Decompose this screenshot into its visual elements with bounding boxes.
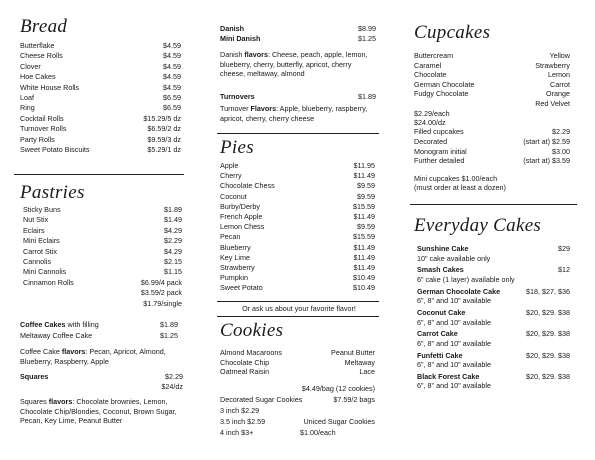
item-price: $5.29/1 dz	[147, 145, 181, 154]
item-price: $15.29/5 dz	[143, 113, 181, 123]
item-name: Loaf	[20, 93, 34, 102]
item-name: Lemon Chess	[220, 222, 265, 232]
item-price: $4.59	[163, 82, 181, 92]
danish-flavors-text: : Cheese, peach, apple, lemon, blueberry, cherry, butterfly, apricot, cherry cheese, meltaway, almond	[220, 50, 368, 79]
item-price: $4.29	[164, 246, 182, 256]
squares-price-dz: $24/dz	[161, 382, 183, 391]
cake-note-text: 6", 8" and 10" available	[417, 381, 491, 391]
cake-name: Black Forest Cake	[417, 371, 480, 381]
mini-danish-price: $1.25	[358, 34, 376, 43]
item-name: White House Rolls	[20, 82, 80, 92]
flavors-text: : Pecan, Apricot, Almond, Blueberry, Raspberry, Apple	[20, 347, 166, 366]
cupcake-flavor-name: Carrot	[550, 79, 570, 89]
cake-price: $18, $27, $36	[526, 286, 570, 296]
pastries-title: Pastries	[20, 182, 85, 203]
decorated-label: Decorated Sugar Cookies	[220, 395, 303, 404]
danish-flavors	[220, 50, 378, 79]
cookie-flavor-name: Meltaway	[344, 357, 375, 367]
item-name: Pumpkin	[220, 273, 248, 283]
item-name: Key Lime	[220, 252, 250, 262]
item-name: Cinnamon Rolls	[23, 277, 74, 287]
coffee-cakes-price: $1.89	[160, 320, 178, 329]
option-price: (start at) $2.59	[523, 136, 570, 146]
item-price: $11.49	[353, 242, 375, 252]
flavors-label: Coffee Cake	[20, 347, 62, 356]
item-price: $9.59	[357, 222, 375, 232]
item-price: $11.49	[353, 212, 375, 221]
item-name: Cocktail Rolls	[20, 113, 64, 123]
option-name: Filled cupcakes	[414, 127, 464, 136]
cupcake-price-each-text: $2.29/each	[414, 109, 450, 118]
cookies-title: Cookies	[220, 320, 284, 341]
option-price: $2.29	[552, 127, 570, 136]
cupcake-flavor-name: Red Velvet	[535, 99, 570, 108]
squares-name: Squares	[20, 372, 49, 381]
cake-name: Smash Cakes	[417, 265, 464, 275]
cake-note-text: 6", 8" and 10" available	[417, 338, 491, 348]
turnover-flavors-label: Turnover	[220, 104, 251, 113]
cupcake-flavor-name: Fudgy Chocolate	[414, 89, 469, 99]
cake-name: Funfetti Cake	[417, 350, 463, 360]
item-price: $15.59	[353, 201, 375, 211]
turnover-flavors-bold: Flavors	[250, 104, 277, 113]
item-price: $6.59	[163, 103, 181, 113]
cupcake-flavor-name: Yellow	[549, 51, 570, 60]
cookie-flavor-name: Oatmeal Raisin	[220, 367, 270, 377]
item-price: $9.59/3 dz	[147, 134, 181, 144]
item-price: $2.29	[164, 236, 182, 246]
item-name: Sweet Potato	[220, 283, 263, 293]
item-price: $15.59	[353, 232, 375, 242]
item-price: $11.95	[353, 161, 375, 170]
cake-price: $20, $29. $38	[526, 350, 570, 360]
cookie-flavor-name: Chocolate Chip	[220, 357, 270, 367]
option-price: (start at) $3.59	[523, 156, 570, 166]
item-name: Burby/Derby	[220, 201, 260, 211]
cake-name: Sunshine Cake	[417, 244, 469, 253]
pies-note: Or ask us about your favorite flavor!	[242, 304, 356, 313]
item-name: Sweet Potato Biscuits	[20, 145, 90, 154]
squares-price: $2.29	[165, 372, 183, 381]
item-name: Coconut	[220, 191, 247, 201]
item-name: Clover	[20, 61, 41, 71]
decorated-price: $7.59/2 bags	[333, 395, 375, 404]
divider	[217, 133, 379, 134]
item-price: $6.99/4 pack	[140, 277, 182, 287]
cake-price: $20, $29. $38	[526, 307, 570, 317]
item-name: Nut Stix	[23, 215, 49, 225]
item-name: Ring	[20, 103, 35, 113]
option-name: Decorated	[414, 136, 448, 146]
coffee-cake-flavors	[20, 347, 180, 366]
item-name: Chocolate Chess	[220, 181, 275, 191]
item-price: $4.59	[163, 51, 181, 61]
danish-flavors-bold: flavors	[244, 50, 268, 59]
danish-name: Danish	[220, 24, 244, 33]
item-name: Butterflake	[20, 41, 55, 50]
item-price: $1.49	[164, 215, 182, 225]
coffee-cakes-name: Coffee Cakes	[20, 320, 66, 329]
item-price: $10.49	[353, 283, 375, 293]
meltaway-price: $1.25	[160, 331, 178, 340]
cupcake-flavor-name: Buttercream	[414, 51, 454, 60]
squares-flavors	[20, 397, 188, 426]
cookie-size: 3 inch $2.29	[220, 406, 260, 415]
item-name: Carrot Stix	[23, 246, 57, 256]
item-name: Pecan	[220, 232, 241, 242]
cake-name: Coconut Cake	[417, 307, 466, 317]
cupcake-flavor-name: Caramel	[414, 60, 442, 70]
item-name: Sticky Buns	[23, 205, 61, 214]
divider	[410, 204, 577, 205]
item-price: $3.59/2 pack	[140, 288, 182, 298]
mini-cupcakes-note-text: (must order at least a dozen)	[414, 183, 506, 192]
item-price: $2.15	[164, 257, 182, 266]
item-price: $6.59	[163, 93, 181, 102]
item-price: $6.59/2 dz	[147, 124, 181, 134]
cake-price: $20, $29. $38	[526, 371, 570, 381]
item-price: $4.59	[163, 41, 181, 50]
meltaway-name: Meltaway Coffee Cake	[20, 331, 93, 340]
item-price: $1.15	[164, 267, 182, 277]
item-price: $11.49	[353, 252, 375, 262]
squares-flavors-label: Squares	[20, 397, 49, 406]
danish-price: $8.99	[358, 24, 376, 33]
item-name: Cherry	[220, 171, 242, 181]
divider	[217, 301, 379, 302]
coffee-cakes-suffix: with filling	[65, 320, 99, 329]
cookie-size: 4 inch $3+	[220, 428, 254, 437]
cookie-price: $4.49/bag (12 cookies)	[301, 384, 375, 393]
uniced-label: Uniced Sugar Cookies	[303, 417, 375, 426]
squares-flavors-text: : Chocolate brownies, Lemon, Chocolate Chip/Blondies, Coconut, Brown Sugar, Pecan, Key Lime, Peanut Butter	[20, 397, 177, 426]
cake-note-text: 6", 8" and 10" available	[417, 296, 491, 306]
cupcake-flavor-name: Lemon	[548, 70, 570, 80]
option-name: Further detailed	[414, 156, 465, 166]
turnovers-name: Turnovers	[220, 92, 255, 101]
cookie-flavor-name: Lace	[359, 367, 375, 377]
cookie-size: 3.5 inch $2.59	[220, 417, 266, 426]
cupcake-flavor-name: Orange	[546, 89, 570, 99]
bread-title: Bread	[20, 16, 68, 37]
flavors-bold: flavors	[61, 347, 86, 356]
item-price: $9.59	[357, 181, 375, 191]
item-price: $10.49	[353, 273, 375, 283]
column-left	[0, 0, 200, 460]
item-price: $4.59	[163, 61, 181, 71]
item-price: $1.89	[164, 205, 182, 214]
mini-danish-name: Mini Danish	[220, 34, 261, 43]
item-price: $11.49	[353, 263, 375, 272]
cake-name: Carrot Cake	[417, 329, 458, 339]
uniced-price: $1.00/each	[300, 428, 336, 437]
item-price: $1.79/single	[143, 298, 182, 308]
danish-flavors-label: Danish	[220, 50, 245, 59]
divider	[14, 174, 184, 175]
cake-note-text: 6", 8" and 10" available	[417, 360, 491, 370]
turnovers-price: $1.89	[358, 92, 376, 101]
item-name: Cannolis	[23, 257, 51, 266]
everyday-title: Everyday Cakes	[414, 215, 542, 236]
turnover-flavors-text: : Apple, blueberry, raspberry, apricot, cherry, cherry cheese	[220, 104, 368, 123]
item-name: Hoe Cakes	[20, 72, 56, 82]
item-name: Cheese Rolls	[20, 51, 63, 61]
item-price: $4.29	[164, 225, 182, 235]
item-price: $4.59	[163, 72, 181, 82]
squares-flavors-bold: flavors	[48, 397, 73, 406]
item-name: Eclairs	[23, 225, 45, 235]
cake-price: $20, $29. $38	[526, 329, 570, 339]
item-name: Strawberry	[220, 263, 255, 272]
option-price: $3.00	[552, 146, 570, 156]
cookie-flavor-name: Peanut Butter	[331, 348, 375, 357]
item-name: French Apple	[220, 212, 263, 221]
item-name: Mini Cannolis	[23, 267, 67, 277]
cake-note-text: 10" cake available only	[417, 253, 491, 263]
divider	[217, 316, 379, 317]
cupcake-flavor-name: Chocolate	[414, 70, 447, 80]
cupcake-price-dz-text: $24.00/dz	[414, 118, 446, 127]
option-name: Monogram initial	[414, 146, 467, 156]
item-name: Apple	[220, 161, 239, 170]
item-name: Party Rolls	[20, 134, 55, 144]
item-price: $11.49	[353, 171, 375, 181]
item-name: Mini Eclairs	[23, 236, 60, 246]
cookie-flavor-name: Almond Macaroons	[220, 348, 282, 357]
item-name: Turnover Rolls	[20, 124, 67, 134]
pies-title: Pies	[220, 137, 254, 158]
cake-price: $29	[558, 244, 570, 253]
cake-note-text: 6" cake (1 layer) available only	[417, 274, 515, 284]
cupcake-flavor-name: German Chocolate	[414, 79, 475, 89]
mini-cupcakes-text: Mini cupcakes $1.00/each	[414, 174, 498, 183]
cupcakes-title: Cupcakes	[414, 22, 491, 43]
item-name: Blueberry	[220, 242, 251, 252]
cupcake-flavor-name: Strawberry	[535, 60, 570, 70]
turnover-flavors	[220, 104, 380, 123]
cake-note-text: 6", 8" and 10" available	[417, 317, 491, 327]
item-price: $9.59	[357, 191, 375, 201]
cake-name: German Chocolate Cake	[417, 286, 501, 296]
cake-price: $12	[558, 265, 570, 275]
